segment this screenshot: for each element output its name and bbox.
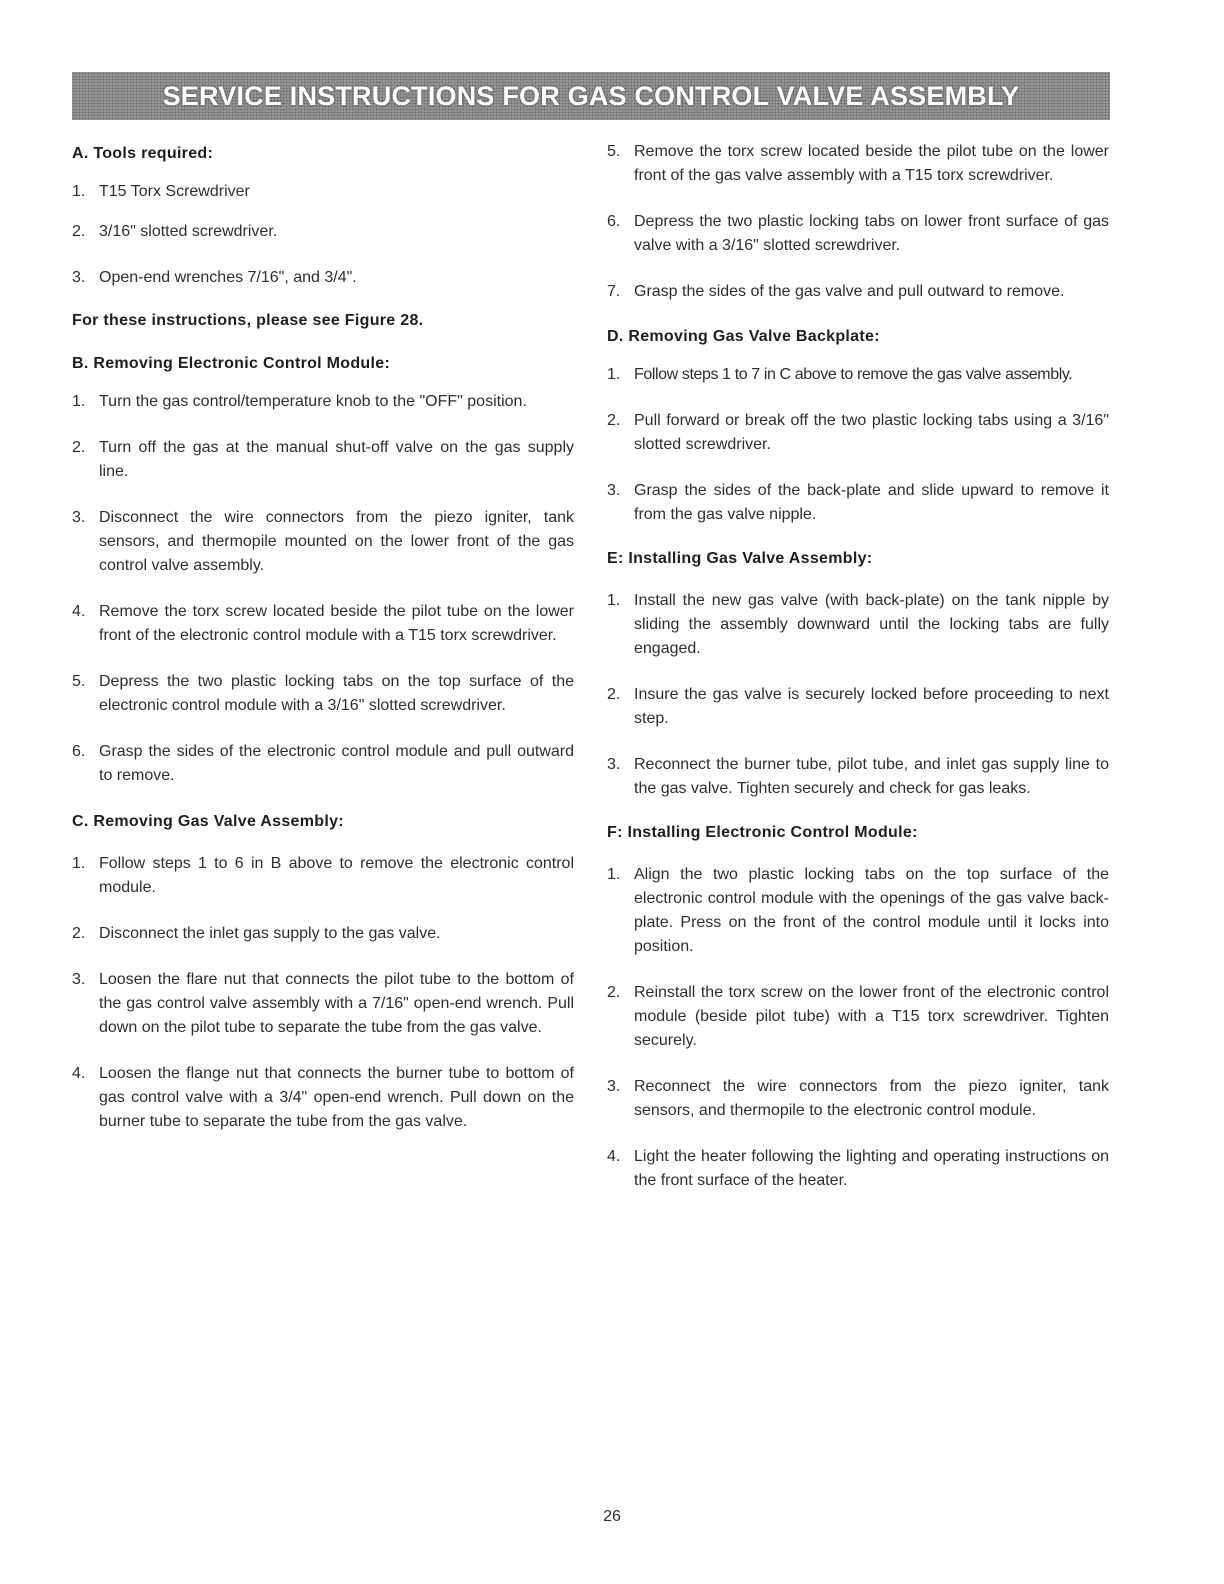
list-item: 1. Turn the gas control/temperature knob to the "OFF" position. xyxy=(72,393,527,410)
section-a-heading: A. Tools required: xyxy=(72,145,214,162)
list-item: 4. Loosen the flange nut that connects the burner tube to bottom of gas control valve with a 3/4" open-end wrench. Pull down on the burner tube to separate the tube from the gas valve. xyxy=(72,1065,574,1130)
list-item: 6. Depress the two plastic locking tabs on lower front surface of gas valve with a 3/16" slotted screwdriver. xyxy=(607,213,1109,254)
list-item: 1. Align the two plastic locking tabs on the top surface of the electronic control module with the openings of the gas valve back-plate. Press on the front of the control module until it locks into position. xyxy=(607,866,1109,955)
list-item: 4. Remove the torx screw located beside the pilot tube on the lower front of the electronic control module with a T15 torx screwdriver. xyxy=(72,603,574,644)
list-item: 3. Disconnect the wire connectors from the piezo igniter, tank sensors, and thermopile mounted on the lower front of the gas control valve assembly. xyxy=(72,509,574,574)
section-c-heading: C. Removing Gas Valve Assembly: xyxy=(72,813,344,830)
title-banner xyxy=(72,72,1110,120)
list-item: 1. Follow steps 1 to 7 in C above to remove the gas valve assembly. xyxy=(607,366,1073,383)
list-item: 4. Light the heater following the lighting and operating instructions on the front surface of the heater. xyxy=(607,1148,1109,1189)
page-title: SERVICE INSTRUCTIONS FOR GAS CONTROL VALVE ASSEMBLY xyxy=(162,80,1020,111)
right-column xyxy=(607,138,1109,1193)
list-item: 2. Reinstall the torx screw on the lower front of the electronic control module (beside pilot tube) with a T15 torx screwdriver. Tighten securely. xyxy=(607,984,1109,1049)
list-item: 1. Install the new gas valve (with back-plate) on the tank nipple by sliding the assembly downward until the locking tabs are fully engaged. xyxy=(607,592,1109,657)
section-e-heading: E: Installing Gas Valve Assembly: xyxy=(607,550,873,567)
list-item: 2. Pull forward or break off the two plastic locking tabs using a 3/16" slotted screwdriver. xyxy=(607,412,1109,453)
page-number: 26 xyxy=(603,1508,621,1525)
section-d-heading: D. Removing Gas Valve Backplate: xyxy=(607,328,880,345)
section-f-heading: F: Installing Electronic Control Module: xyxy=(607,824,918,841)
section-b-heading: B. Removing Electronic Control Module: xyxy=(72,355,391,372)
list-item: 3. Grasp the sides of the back-plate and slide upward to remove it from the gas valve nipple. xyxy=(607,482,1109,523)
list-item: 3. Reconnect the wire connectors from the piezo igniter, tank sensors, and thermopile to the electronic control module. xyxy=(607,1078,1109,1119)
list-item: 3. Reconnect the burner tube, pilot tube, and inlet gas supply line to the gas valve. Tighten securely and check for gas leaks. xyxy=(607,756,1109,797)
list-item: 2. 3/16" slotted screwdriver. xyxy=(72,223,278,240)
list-item: 6. Grasp the sides of the electronic control module and pull outward to remove. xyxy=(72,743,574,784)
list-item: 1. T15 Torx Screwdriver xyxy=(72,183,250,200)
list-item: 2. Insure the gas valve is securely locked before proceeding to next step. xyxy=(607,686,1109,727)
left-column xyxy=(72,138,574,1134)
list-item: 5. Remove the torx screw located beside the pilot tube on the lower front of the gas valve assembly with a T15 torx screwdriver. xyxy=(607,143,1109,184)
list-item: 7. Grasp the sides of the gas valve and pull outward to remove. xyxy=(607,283,1065,300)
list-item: 3. Open-end wrenches 7/16", and 3/4". xyxy=(72,269,357,286)
list-item: 1. Follow steps 1 to 6 in B above to remove the electronic control module. xyxy=(72,855,574,896)
figure-note: For these instructions, please see Figure 28. xyxy=(72,312,424,329)
list-item: 3. Loosen the flare nut that connects the pilot tube to the bottom of the gas control valve assembly with a 7/16" open-end wrench. Pull down on the pilot tube to separate the tube from the gas valve. xyxy=(72,971,574,1036)
list-item: 2. Disconnect the inlet gas supply to the gas valve. xyxy=(72,925,441,942)
list-item: 5. Depress the two plastic locking tabs on the top surface of the electronic control module with a 3/16" slotted screwdriver. xyxy=(72,673,574,714)
list-item: 2. Turn off the gas at the manual shut-off valve on the gas supply line. xyxy=(72,439,574,480)
